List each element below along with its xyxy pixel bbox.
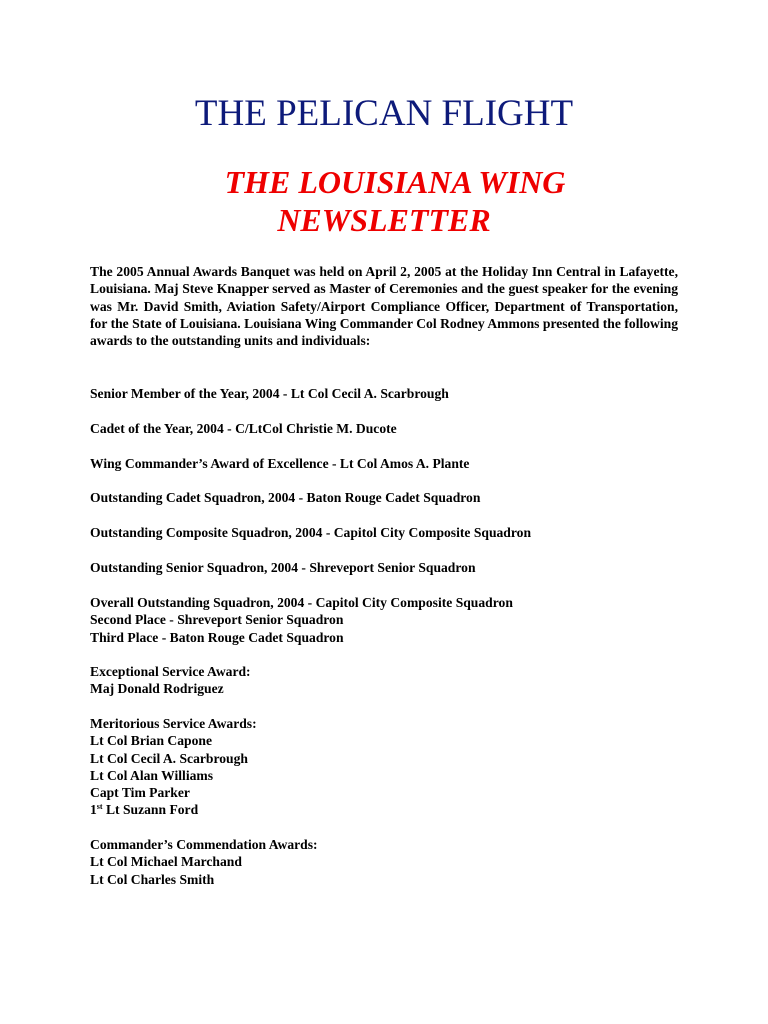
award-recipient: Lt Col Cecil A. Scarbrough bbox=[90, 750, 248, 766]
award-heading: Meritorious Service Awards: bbox=[90, 716, 257, 731]
award-senior-squadron bbox=[90, 559, 690, 576]
award-recipient bbox=[90, 801, 690, 818]
subtitle-line-2: NEWSLETTER bbox=[277, 202, 491, 238]
award-senior-member bbox=[90, 385, 690, 402]
subtitle-line-1: THE LOUISIANA WING bbox=[224, 164, 566, 200]
award-recipient: Lt Col Brian Capone bbox=[90, 733, 212, 749]
award-line: Wing Commander’s Award of Excellence - Lt Col Amos A. Plante bbox=[90, 456, 470, 471]
award-recipient: Maj Donald Rodriguez bbox=[90, 681, 224, 697]
award-line: Outstanding Composite Squadron, 2004 - Capitol City Composite Squadron bbox=[90, 525, 532, 540]
intro-paragraph: The 2005 Annual Awards Banquet was held on April 2, 2005 at the Holiday Inn Central in Lafayette, Louisiana. Maj Steve Knapper served as Master of Ceremonies and the guest speaker for the evening was Mr. David Smith, Aviation Safety/Airport Compliance Officer, Department of Transportation, for the State of Louisiana. Louisiana Wing Commander Col Rodney Ammons presented the following awards to the outstanding units and individuals: bbox=[90, 264, 678, 349]
award-commander-commendation bbox=[90, 836, 690, 888]
award-recipient: Lt Col Charles Smith bbox=[90, 871, 215, 887]
recipient-rest: Lt Suzann Ford bbox=[102, 802, 199, 818]
award-recipient: Lt Col Alan Williams bbox=[90, 767, 214, 783]
award-line: Cadet of the Year, 2004 - C/LtCol Christie M. Ducote bbox=[90, 421, 397, 436]
award-recipient: Capt Tim Parker bbox=[90, 785, 190, 801]
award-excellence bbox=[90, 455, 690, 472]
award-cadet-squadron bbox=[90, 489, 690, 506]
award-overall-squadron bbox=[90, 594, 690, 646]
award-cadet bbox=[90, 420, 690, 437]
award-line: Overall Outstanding Squadron, 2004 - Capitol City Composite Squadron bbox=[90, 595, 513, 610]
newsletter-title: THE PELICAN FLIGHT bbox=[194, 93, 574, 134]
award-recipient: Lt Col Michael Marchand bbox=[90, 854, 242, 870]
award-line: Outstanding Senior Squadron, 2004 - Shreveport Senior Squadron bbox=[90, 560, 476, 575]
award-line: Second Place - Shreveport Senior Squadron bbox=[90, 612, 344, 628]
ordinal-suffix: st bbox=[96, 802, 103, 812]
award-meritorious-service bbox=[90, 715, 690, 819]
ordinal-number: 1 bbox=[90, 802, 97, 818]
award-line: Outstanding Cadet Squadron, 2004 - Baton Rouge Cadet Squadron bbox=[90, 490, 481, 505]
award-line: Third Place - Baton Rouge Cadet Squadron bbox=[90, 629, 344, 645]
newsletter-subtitle bbox=[0, 163, 768, 239]
award-heading: Commander’s Commendation Awards: bbox=[90, 837, 318, 852]
award-line: Senior Member of the Year, 2004 - Lt Col Cecil A. Scarbrough bbox=[90, 386, 449, 401]
award-heading: Exceptional Service Award: bbox=[90, 664, 251, 679]
award-composite-squadron bbox=[90, 524, 690, 541]
award-exceptional-service bbox=[90, 663, 690, 698]
